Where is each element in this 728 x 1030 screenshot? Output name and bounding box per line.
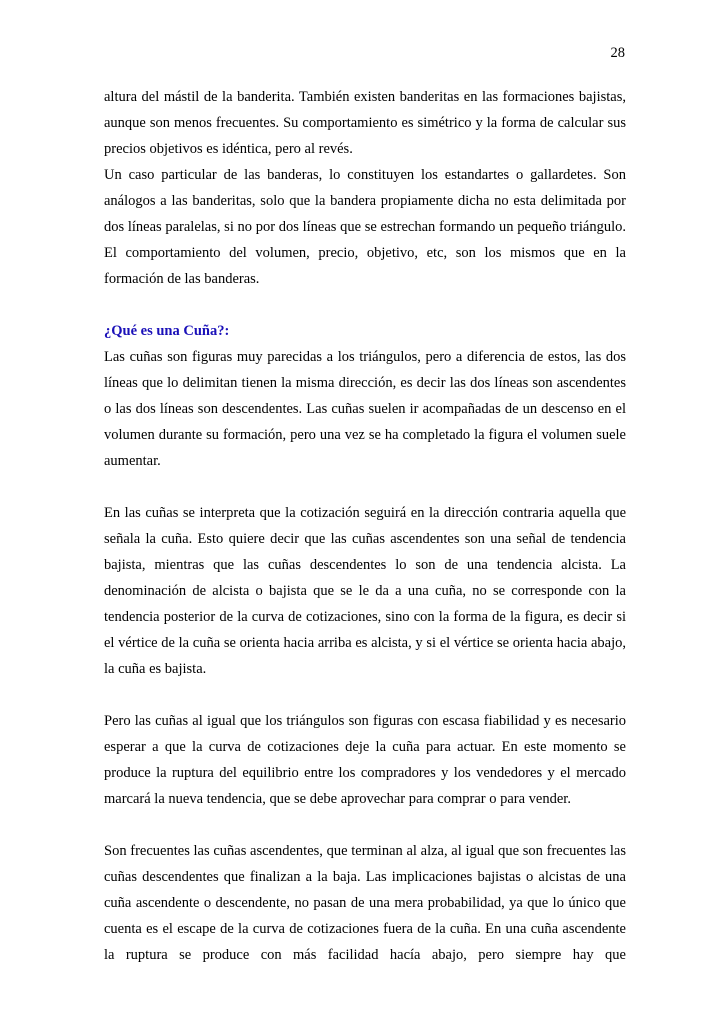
- paragraph-cunas-interpretation: En las cuñas se interpreta que la cotización seguirá en la dirección contraria aquella que señala la cuña. Esto quiere decir que las cuñas ascendentes son una señal de tendencia bajista, mientras que las cuñas descendentes lo son de una tendencia alcista. La denominación de alcista o bajista que se le da a una cuña, no se corresponde con la tendencia posterior de la curva de cotizaciones, sino con la forma de la figura, es decir si el vértice de la cuña se orienta hacia arriba es alcista, y si el vértice se orienta hacia abajo, la cuña es bajista.: [104, 505, 626, 677]
- paragraph-spacer: [104, 812, 626, 838]
- section-heading: ¿Qué es una Cuña?:: [104, 323, 230, 339]
- paragraph-spacer: [104, 474, 626, 500]
- page-body: [104, 84, 626, 968]
- paragraph-estandartes: Un caso particular de las banderas, lo constituyen los estandartes o gallardetes. Son análogos a las banderitas, solo que la bandera propiamente dicha no esta delimitada por dos líneas paralelas, si no por dos líneas que se estrechan formando un pequeño triángulo. El comportamiento del volumen, precio, objetivo, etc, son los mismos que en la formación de las banderas.: [104, 167, 626, 287]
- paragraph-cunas-definition: Las cuñas son figuras muy parecidas a los triángulos, pero a diferencia de estos, las dos líneas que lo delimitan tienen la misma dirección, es decir las dos líneas son ascendentes o las dos líneas son descendentes. Las cuñas suelen ir acompañadas de un descenso en el volumen durante su formación, pero una vez se ha completado la figura el volumen suele aumentar.: [104, 349, 626, 469]
- paragraph-spacer: [104, 682, 626, 708]
- paragraph-cunas-frecuentes: Son frecuentes las cuñas ascendentes, que terminan al alza, al igual que son frecuentes las cuñas descendentes que finalizan a la baja. Las implicaciones bajistas o alcistas de una cuña ascendente o descendente, no pasan de una mera probabilidad, ya que lo único que cuenta es el escape de la curva de cotizaciones fuera de la cuña. En una cuña ascendente la ruptura se produce con más facilidad hacía abajo, pero siempre hay que: [104, 843, 626, 963]
- paragraph-cunas-fiabilidad: Pero las cuñas al igual que los triángulos son figuras con escasa fiabilidad y es necesario esperar a que la curva de cotizaciones deje la cuña para actuar. En este momento se produce la ruptura del equilibrio entre los compradores y los vendedores y el mercado marcará la nueva tendencia, que se debe aprovechar para comprar o para vender.: [104, 713, 626, 807]
- paragraph-banderitas-end: altura del mástil de la banderita. También existen banderitas en las formaciones bajistas, aunque son menos frecuentes. Su comportamiento es simétrico y la forma de calcular sus precios objetivos es idéntica, pero al revés.: [104, 89, 626, 157]
- paragraph-spacer: [104, 292, 626, 318]
- page-number: 28: [610, 45, 625, 61]
